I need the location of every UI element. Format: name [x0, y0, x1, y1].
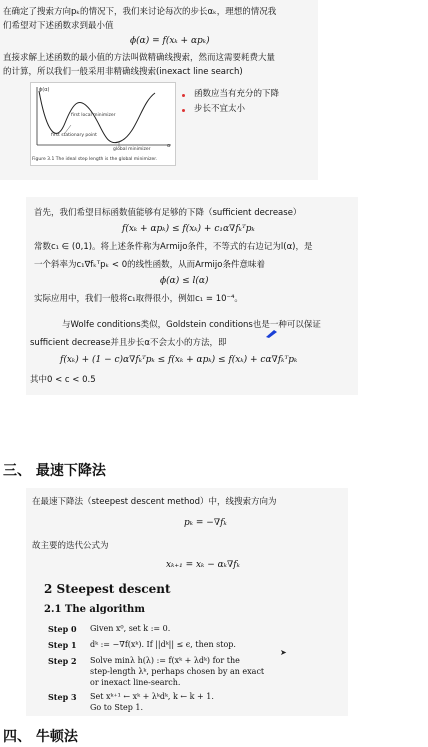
step-length-plot: [31, 83, 175, 155]
bullet-item: 步长不宜太小: [194, 104, 246, 114]
phi-label: ϕ(α): [39, 87, 50, 93]
text-line: 首先，我们希望目标函数值能够有足够的下降（sufficient decrease）: [34, 208, 302, 218]
alpha-label: α: [167, 143, 171, 149]
step-text: Set xᵏ⁺¹ ← xᵏ + λᵏdᵏ, k ← k + 1.: [90, 692, 214, 701]
bullet-item: 函数应当有充分的下降: [194, 89, 280, 99]
paper-subsection-title: 2.1 The algorithm: [44, 604, 145, 615]
paper-section-title: 2 Steepest descent: [44, 582, 171, 596]
step-label: Step 3: [48, 692, 77, 702]
step-length-figure: [30, 82, 176, 166]
first-stationary-label: first stationary point: [51, 133, 97, 138]
text-line: 在确定了搜索方向pₖ的情况下，我们来讨论每次的步长αₖ，理想的情况我: [3, 7, 277, 17]
text-line: 在最速下降法（steepest descent method）中，线搜索方向为: [32, 497, 277, 507]
global-min-label: global minimizer: [113, 147, 151, 152]
figure-caption: Figure 3.1 The ideal step length is the global minimizer.: [32, 157, 158, 162]
sufficient-decrease-panel: [26, 197, 358, 395]
section-heading: 四、 牛顿法: [3, 729, 78, 745]
pen-cursor-icon: [264, 327, 280, 339]
formula: pₖ = −∇fₖ: [184, 518, 227, 528]
step-text: or inexact line-search.: [90, 678, 181, 687]
text-line: 实际应用中，我们一般将c₁取得很小，例如c₁ = 10⁻⁴。: [34, 294, 243, 304]
inexact-line-search-panel: [0, 0, 318, 180]
first-local-label: first local minimizer: [71, 113, 116, 118]
text-line: 与Wolfe conditions类似，Goldstein conditions也是一种可以保证: [62, 320, 321, 330]
formula: ϕ(α) = f(xₖ + αpₖ): [130, 36, 210, 46]
formula: f(xₖ + αpₖ) ≤ f(xₖ) + c₁α∇fₖᵀpₖ: [122, 224, 255, 234]
steepest-descent-panel: [26, 488, 348, 716]
step-text: Given x⁰, set k := 0.: [90, 624, 171, 633]
text-line: 直接求解上述函数的最小值的方法叫做精确线搜索，然而这需要耗费大量: [3, 53, 276, 63]
text-line: sufficient decrease并且步长α不会太小的方法，即: [30, 338, 227, 348]
mouse-cursor-icon: ➤: [280, 648, 287, 657]
text-line: 们希望对下述函数求到最小值: [3, 21, 114, 31]
step-label: Step 0: [48, 624, 77, 634]
bullet-icon: [182, 94, 185, 97]
text-line: 的计算，所以我们一般采用非精确线搜索(inexact line search): [3, 67, 243, 77]
section-heading: 三、 最速下降法: [3, 463, 106, 479]
step-text: Solve minλ h(λ) := f(xᵏ + λdᵏ) for the: [90, 656, 240, 665]
text-line: 其中0 < c < 0.5: [30, 375, 96, 385]
step-label: Step 2: [48, 656, 77, 666]
text-line: 一个斜率为c₁∇fₖᵀpₖ < 0的线性函数，从而Armijo条件意味着: [34, 260, 265, 270]
step-text: dᵏ := −∇f(xᵏ). If ||dᵏ|| ≤ ϵ, then stop.: [90, 640, 236, 649]
formula: f(xₖ) + (1 − c)α∇fₖᵀpₖ ≤ f(xₖ + αpₖ) ≤ f(xₖ) + cα∇fₖᵀpₖ: [60, 355, 298, 365]
step-text: Go to Step 1.: [90, 703, 144, 712]
formula: ϕ(α) ≤ l(α): [160, 276, 209, 286]
step-text: step-length λᵏ, perhaps chosen by an exact: [90, 667, 265, 676]
text-line: 常数c₁ ∈ (0,1)。将上述条件称为Armijo条件，不等式的右边记为l(α)，是: [34, 242, 313, 252]
formula: xₖ₊₁ = xₖ − αₖ∇fₖ: [166, 560, 240, 570]
bullet-icon: [182, 109, 185, 112]
step-label: Step 1: [48, 640, 77, 650]
text-line: 故主要的迭代公式为: [32, 541, 109, 551]
